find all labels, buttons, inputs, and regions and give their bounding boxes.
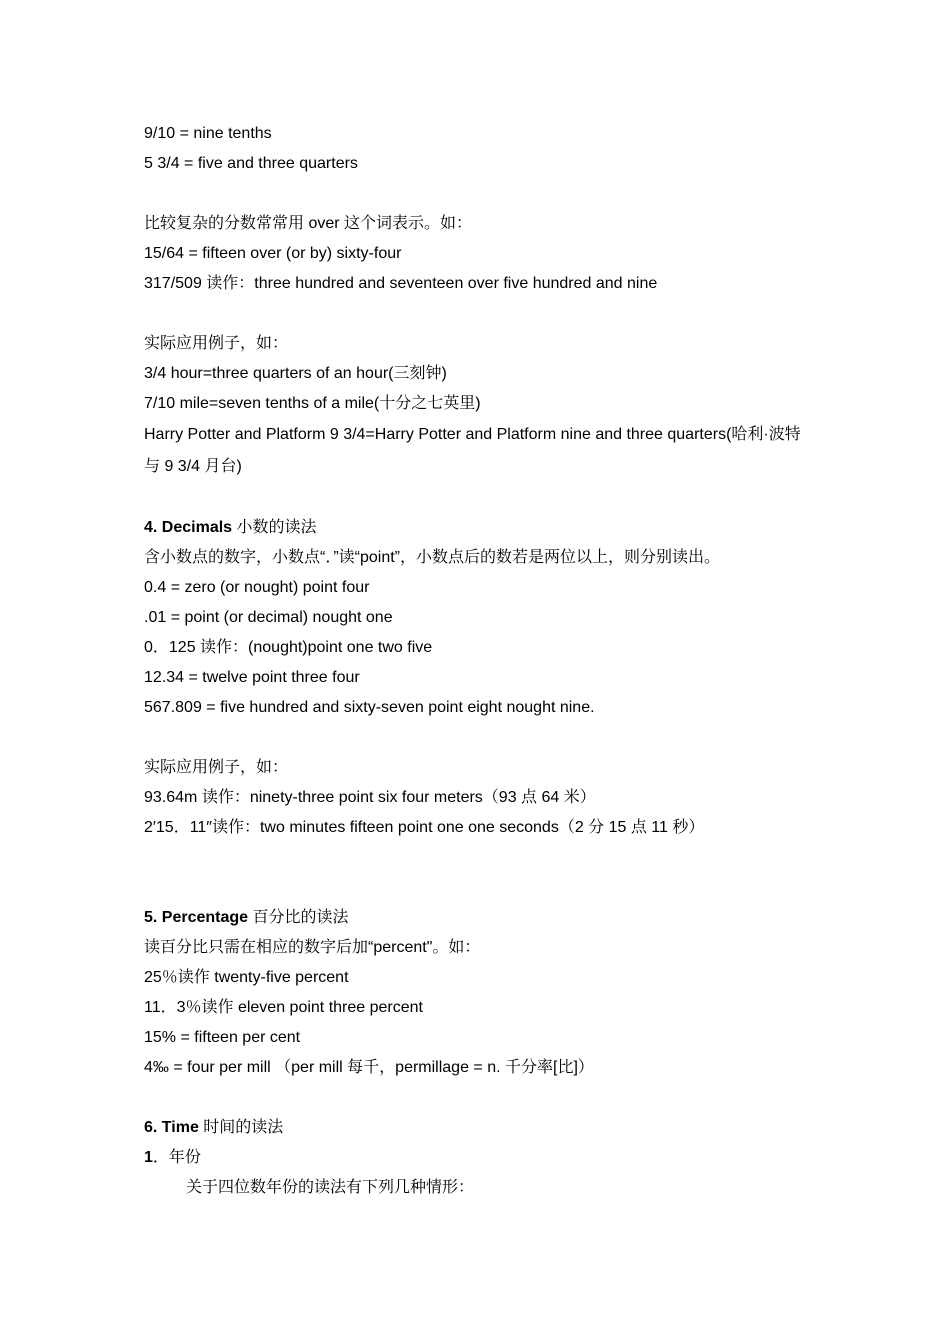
document-page — [144, 119, 804, 1203]
text-line: 567.809 = five hundred and sixty-seven point eight nought nine. — [144, 699, 595, 716]
text-line: 3/4 hour=three quarters of an hour(三刻钟) — [144, 365, 447, 382]
text-line: 实际应用例子，如： — [144, 759, 289, 776]
subsection-heading-year — [144, 1143, 804, 1173]
text-line: 12.34 = twelve point three four — [144, 669, 360, 686]
text-line: 15% = fifteen per cent — [144, 1029, 301, 1046]
text-line: 11．3％读作 eleven point three percent — [144, 999, 423, 1016]
text-line: 含小数点的数字，小数点“．”读“point”，小数点后的数若是两位以上，则分别读出。 — [144, 549, 721, 566]
heading-text: 小数的读法 — [232, 519, 317, 536]
text-line: 317/509 读作：three hundred and seventeen over five hundred and nine — [144, 275, 658, 292]
text-line: 读百分比只需在相应的数字后加“percent"。如： — [144, 939, 481, 956]
text-line: 93.64m 读作：ninety-three point six four meters（93 点 64 米） — [144, 789, 596, 806]
text-line: 关于四位数年份的读法有下列几种情形： — [186, 1179, 475, 1196]
heading-number: 5. Percentage — [144, 909, 249, 926]
section-heading-decimals — [144, 513, 804, 543]
text-line: 4‰ = four per mill （per mill 每千，permillage = n. 千分率[比]） — [144, 1059, 594, 1076]
text-line: 实际应用例子，如： — [144, 335, 289, 352]
heading-number: 4. Decimals — [144, 519, 233, 536]
text-line: .01 = point (or decimal) nought one — [144, 609, 393, 626]
text-paragraph: Harry Potter and Platform 9 3/4=Harry Potter and Platform nine and three quarters(哈利·波特与 9 3/4 月台) — [144, 426, 801, 475]
text-line: 比较复杂的分数常常用 over 这个词表示。如： — [144, 215, 473, 232]
heading-number: 6. Time — [144, 1119, 199, 1136]
subsection-text: ．年份 — [152, 1149, 201, 1166]
text-line: 9/10 = nine tenths — [144, 125, 272, 142]
text-line: 5 3/4 = five and three quarters — [144, 155, 358, 172]
text-line: 0.4 = zero (or nought) point four — [144, 579, 370, 596]
text-line: 15/64 = fifteen over (or by) sixty-four — [144, 245, 402, 262]
text-line: 0．125 读作：(nought)point one two five — [144, 639, 433, 656]
text-line: 25％读作 twenty-five percent — [144, 969, 349, 986]
heading-text: 时间的读法 — [198, 1119, 284, 1136]
section-heading-percentage — [144, 903, 804, 933]
text-line: 7/10 mile=seven tenths of a mile(十分之七英里) — [144, 395, 481, 412]
text-line: 2′15．11″读作：two minutes fifteen point one one seconds（2 分 15 点 11 秒） — [144, 819, 705, 836]
subsection-number: 1 — [144, 1149, 153, 1166]
section-heading-time — [144, 1113, 804, 1143]
heading-text: 百分比的读法 — [248, 909, 349, 926]
